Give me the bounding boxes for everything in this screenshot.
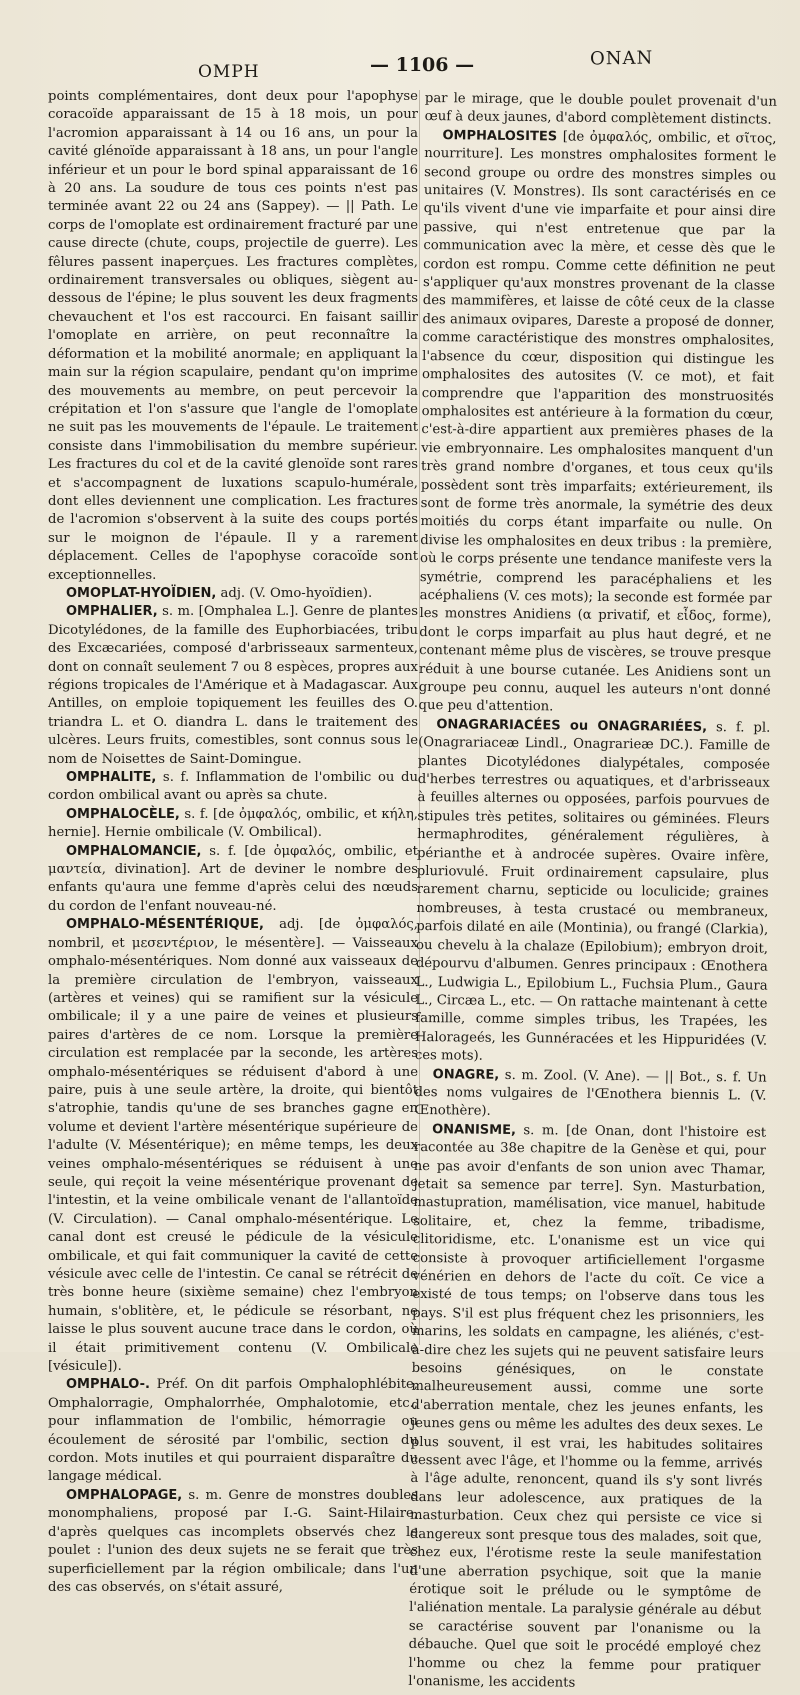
entry-onagre: ONAGRE, s. m. Zool. (V. Ane). — || Bot., s. f. Un des noms vulgaires de l'Œnothera biennis L. (V. Œnothère). [414,1066,767,1120]
entry-omphalomancie: OMPHALOMANCIE, s. f. [de ὀμφαλός, ombilic, et μαντεία, divination]. Art de deviner le nombre des enfants qu'aura une femme d'après celui des nœuds du cordon de l'enfant nouveau-né. [48,843,418,914]
entry-omphalopage-continued: par le mirage, que le double poulet provenait d'un œuf à deux jaunes, d'abord complètement distincts. [424,90,777,129]
left-column [48,88,418,1597]
page-number: — 1106 — [370,54,475,76]
running-head-right: ONAN [589,47,654,70]
entry-onagrariacees: ONAGRARIACÉES ou ONAGRARIÉES, s. f. pl. (Onagrariaceæ Lindl., Onagrarieæ DC.). Famille de plantes Dicotylédones dialypétales, composée d'herbes terrestres ou aquatiques, et d'arbrisseaux à feuilles alternes ou opposées, parfois pourvues de stipules très petites, solitaires ou géminées. Fleurs hermaphrodites, généralement régulières, à périanthe et à androcée supères. Ovaire infère, pluriovulé. Fruit ordinairement capsulaire, plus rarement charnu, septicide ou loculicide; graines nombreuses, à testa crustacé ou membraneux, parfois dilaté en aile (Montinia), ou frangé (Clarkia), ou chevelu à la chalaze (Epilobium); embryon droit, dépourvu d'albumen. Genres principaux : Œnothera L., Ludwigia L., Epilobium L., Fuchsia Plum., Gaura L., Circæa L., etc. — On rattache maintenant à cette famille, comme simples tribus, les Trapées, les Halorageés, les Gunnéracées et les Hippuridées (V. ces mots). [414,716,771,1064]
entry-omphalopage: OMPHALOPAGE, s. m. Genre de monstres doubles monomphaliens, proposé par I.-G. Saint-Hilaire, d'après quelques cas incomplets observés chez le poulet : l'union des deux sujets ne se ferait que très superficiellement par la région ombilicale; dans l'un des cas observés, on s'était assuré, [48,1487,418,1595]
entry-omphalocele: OMPHALOCÈLE, s. f. [de ὀμφαλός, ombilic, et κήλη, hernie]. Hernie ombilicale (V. Ombilical). [48,806,418,841]
entry-omoplat-hyoidien: OMOPLAT-HYOÏDIEN, adj. (V. Omo-hyoïdien). [66,585,373,601]
entry-omphalo-mesenterique: OMPHALO-MÉSENTÉRIQUE, adj. [de ὀμφαλός, nombril, et μεσεντέριον, le mésentère]. — Vaisseaux omphalo-mésentériques. Nom donné aux vaisseaux de la première circulation de l'embryon, vaisseaux (artères et veines) qui se ramifient sur la vésicule ombilicale; il y a une paire de veines et plusieurs paires d'artères de ce nom. Lorsque la première circulation est remplacée par la seconde, les artères omphalo-mésentériques se réduisent d'abord à une paire, puis à une seule artère, la droite, qui bientôt s'atrophie, tandis qu'une de ses branches gagne en volume et devient l'artère mésentérique supérieure de l'adulte (V. Mésentérique); en même temps, les deux veines omphalo-mésentériques se réduisent à une seule, qui reçoit la veine mésentérique provenant de l'intestin, et la veine ombilicale venant de l'allantoïde (V. Circulation). — Canal omphalo-mésentérique. Le canal dont est creusé le pédicule de la vésicule ombilicale, et qui fait communiquer la cavité de cette vésicule avec celle de l'intestin. Ce canal se rétrécit de très bonne heure (sixième semaine) chez l'embryon humain, s'oblitère, et, le pédicule se résorbant, ne laisse le plus souvent aucune trace dans le cordon, où il était primitivement contenu (V. Ombilicale [vésicule]). [48,917,418,1375]
paper-stain [690,1318,750,1332]
entry-omoplate-continued: points complémentaires, dont deux pour l'apophyse coracoïde apparaissant de 15 à 18 mois, un pour l'acromion apparaissant à 14 ou 16 ans, un pour la cavité glénoïde apparaissant à 18 ans, un pour l'angle inférieur et un pour le bord spinal apparaissant de 16 à 20 ans. La soudure de tous ces points n'est pas terminée avant 22 ou 24 ans (Sappey). — || Path. Le corps de l'omoplate est ordinairement fracturé par une cause directe (chute, coups, projectile de guerre). Les fêlures passent inaperçues. Les fractures complètes, ordinairement transversales ou obliques, siègent au-dessous de l'épine; le plus souvent les deux fragments chevauchent et l'os est raccourci. En faisant saillir l'omoplate en arrière, on peut reconnaître la déformation et la mobilité anormale; en appliquant la main sur la région scapulaire, pendant qu'on imprime des mouvements au membre, on peut percevoir la crépitation et l'on s'assure que l'angle de l'omoplate ne suit pas les mouvements de l'épaule. Le traitement consiste dans l'immobilisation du membre supérieur. Les fractures du col et de la cavité glenoïde sont rares et s'accompagnent de luxations scapulo-humérale, dont elles deviennent une complication. Les fractures de l'acromion s'observent à la suite des coups portés sur le moignon de l'épaule. Il y a rarement déplacement. Celles de l'apophyse coracoïde sont exceptionnelles. [48,89,418,583]
entry-omphalo-prefix: OMPHALO-. Préf. On dit parfois Omphalophlébite, Omphalorragie, Omphalorrhée, Omphalotomie, etc., pour inflammation de l'ombilic, hémorragie ou écoulement de sérosité par l'ombilic, section du cordon. Mots inutiles et qui pourraient disparaître du langage médical. [48,1377,418,1485]
entry-omphalosites: OMPHALOSITES [de ὀμφαλός, ombilic, et σῖτος, nourriture]. Les monstres omphalosites forment le second groupe ou ordre des monstres simples ou unitaires (V. Monstres). Ils sont caractérisés en ce qu'ils vivent d'une vie imparfaite et pour ainsi dire passive, qui n'est entretenue que par la communication avec la mère, et cesse dès que le cordon est rompu. Comme cette définition ne peut s'appliquer qu'aux monstres provenant de la classe des mammifères, et laisse de côté ceux de la classe des animaux ovipares, Dareste a proposé de donner, comme caractéristique des monstres omphalosites, l'absence du cœur, disposition qui distingue les omphalosites des autosites (V. ce mot), et fait comprendre que l'apparition des monstruosités omphalosites est antérieure à la formation du cœur, c'est-à-dire appartient aux premières phases de la vie embryonnaire. Les omphalosites manquent d'un très grand nombre d'organes, et tous ceux qu'ils possèdent sont très imparfaits; extérieurement, ils sont de forme très anormale, la symétrie des deux moitiés du corps étant imparfaite ou nulle. On divise les omphalosites en deux tribus : la première, où le corps présente une tendance manifeste vers la symétrie, comprend les paracéphaliens et les acéphaliens (V. ces mots); la seconde est formée par les monstres Anidiens (α privatif, et εἶδος, forme), dont le corps imparfait au plus haut degré, et ne contenant même plus de viscères, se trouve presque réduit à une bourse cutanée. Les Anidiens sont un groupe peu connu, auquel les auteurs n'ont donné que peu d'attention. [418,127,777,715]
page-header [0,48,800,88]
right-column [408,90,777,1695]
entry-onanisme: ONANISME, s. m. [de Onan, dont l'histoire est racontée au 38e chapitre de la Genèse et qui, pour ne pas avoir d'enfants de son union avec Thamar, jetait sa semence par terre]. Syn. Masturbation, mastupration, mamélisation, vice manuel, habitude solitaire, et, chez la femme, tribadisme, clitoridisme, etc. L'onanisme est un vice qui consiste à provoquer artificiellement l'orgasme vénérien en dehors de l'acte du coït. Ce vice a existé de tous temps; on l'observe dans tous les pays. S'il est plus fréquent chez les prisonniers, les marins, les soldats en campagne, les aliénés, c'est-à-dire chez les sujets qui ne peuvent satisfaire leurs besoins génésiques, on le constate malheureusement aussi, comme une sorte d'aberration mentale, chez les jeunes enfants, les jeunes gens ou même les adultes des deux sexes. Le plus souvent, il est vrai, les habitudes solitaires cessent avec l'âge, et l'homme ou la femme, arrivés à l'âge adulte, renoncent, quand ils s'y sont livrés dans leur adolescence, aux pratiques de la masturbation. Ceux chez qui persiste ce vice si dangereux sont presque tous des malades, soit que, chez eux, l'érotisme reste la seule manifestation d'une aberration psychique, soit que la manie érotique soit le prélude ou le symptôme de l'aliénation mentale. La paralysie générale au début se caractérise souvent par l'onanisme ou la débauche. Quel que soit le procédé employé chez l'homme ou chez la femme pour pratiquer l'onanisme, les accidents [408,1121,767,1691]
entry-omphalier: OMPHALIER, s. m. [Omphalea L.]. Genre de plantes Dicotylédones, de la famille des Euphorbiacées, tribu des Excæcariées, composé d'arbrisseaux sarmenteux, dont on connaît seulement 7 ou 8 espèces, propres aux régions tropicales de l'Amérique et à Madagascar. Aux Antilles, on emploie topiquement les feuilles des O. triandra L. et O. diandra L. dans le traitement des ulcères. Leurs fruits, comestibles, sont connus sous le nom de Noisettes de Saint-Domingue. [48,604,418,767]
running-head-left: OMPH [198,62,260,82]
entry-omphalite: OMPHALITE, s. f. Inflammation de l'ombilic ou du cordon ombilical avant ou après sa chute. [48,770,418,804]
